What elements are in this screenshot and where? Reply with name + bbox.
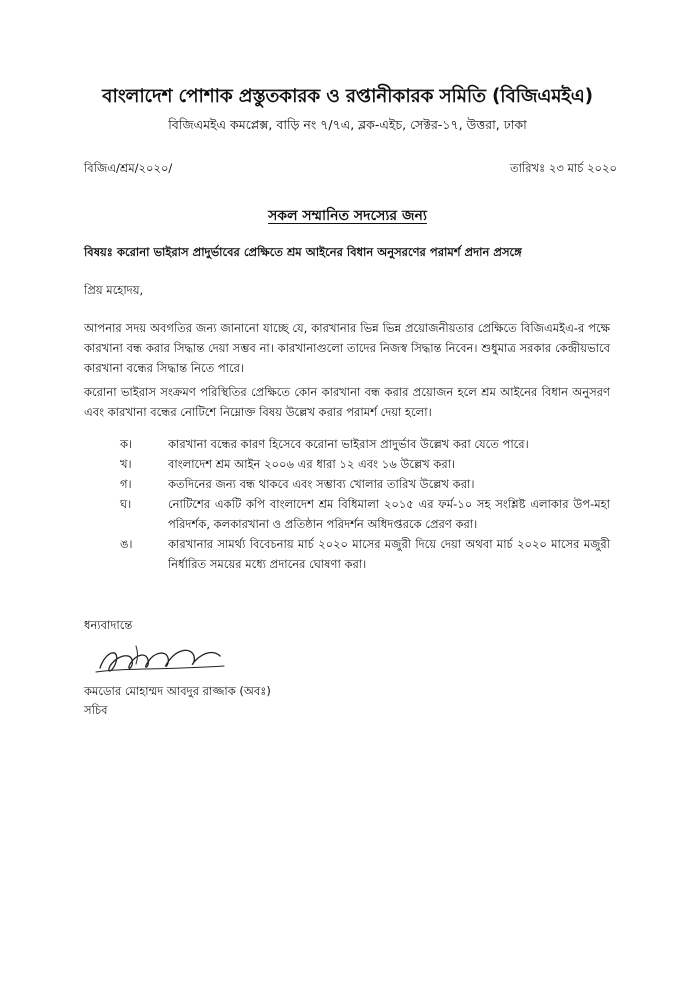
closing-phrase: ধন্যবাদান্তে bbox=[84, 618, 133, 632]
list-marker: ক। bbox=[120, 437, 133, 451]
list-marker: ঘ। bbox=[120, 497, 132, 511]
signer-name: কমডোর মোহাম্মদ আবদুর রাজ্জাক (অবঃ) bbox=[84, 684, 271, 698]
addressee-heading: সকল সম্মানিত সদস্যের জন্য bbox=[268, 208, 427, 224]
signer-designation: সচিব bbox=[84, 703, 108, 717]
handwritten-signature bbox=[92, 638, 242, 682]
list-item-text: বাংলাদেশ শ্রম আইন ২০০৬ এর ধারা ১২ এবং ১৬ উল্লেখ করা। bbox=[168, 457, 456, 471]
list-marker: খ। bbox=[120, 457, 132, 471]
reference-number: বিজিএ/শ্রম/২০২০/ bbox=[84, 161, 173, 175]
list-marker: ঙ। bbox=[120, 537, 133, 551]
list-item bbox=[120, 474, 610, 494]
organization-address: বিজিএমইএ কমপ্লেক্স, বাড়ি নং ৭/৭এ, ব্লক-এইচ, সেক্টর-১৭, উত্তরা, ঢাকা bbox=[168, 117, 527, 132]
body-paragraph: আপনার সদয় অবগতির জন্য জানানো যাচ্ছে যে, কারখানার ভিন্ন ভিন্ন প্রয়োজনীয়তার প্রেক্ষিতে বিজিএমইএ-র পক্ষে কারখানা বন্ধ করার সিদ্ধান্ত দেয়া সম্ভব না। কারখানাগুলো তাদের নিজস্ব সিদ্ধান্ত নিবেন। শুধুমাত্র সরকার কেন্দ্রীয়ভাবে কারখানা বন্ধের সিদ্ধান্ত নিতে পারে। bbox=[84, 321, 610, 375]
list-item-text: কারখানা বন্ধের কারণ হিসেবে করোনা ভাইরাস প্রাদুর্ভাব উল্লেখ করা যেতে পারে। bbox=[168, 437, 529, 451]
body-paragraph: করোনা ভাইরাস সংক্রমণ পরিস্থিতির প্রেক্ষিতে কোন কারখানা বন্ধ করার প্রয়োজন হলে শ্রম আইনের বিধান অনুসরণ এবং কারখানা বন্ধের নোটিশে নিম্নোক্ত বিষয় উল্লেখ করার পরামর্শ দেয়া হলো। bbox=[84, 385, 610, 419]
list-item-text: কতদিনের জন্য বন্ধ থাকবে এবং সম্ভাব্য খোলার তারিখ উল্লেখ করা। bbox=[168, 477, 475, 491]
list-item bbox=[120, 494, 610, 534]
list-item bbox=[120, 434, 610, 454]
salutation: প্রিয় মহোদয়, bbox=[84, 283, 144, 297]
organization-name: বাংলাদেশ পোশাক প্রস্তুতকারক ও রপ্তানীকারক সমিতি (বিজিএমইএ) bbox=[102, 86, 593, 107]
list-item-text: নোটিশের একটি কপি বাংলাদেশ শ্রম বিধিমালা ২০১৫ এর ফর্ম-১০ সহ সংশ্লিষ্ট এলাকার উপ-মহা পরিদর্শক, কলকারখানা ও প্রতিষ্ঠান পরিদর্শন অধিদপ্তরকে প্রেরণ করা। bbox=[168, 497, 610, 531]
list-item-text: কারখানার সামর্থ্য বিবেচনায় মার্চ ২০২০ মাসের মজুরী দিয়ে দেয়া অথবা মার্চ ২০২০ মাসের মজুরী নির্ধারিত সময়ের মধ্যে প্রদানের ঘোষণা করা। bbox=[168, 537, 610, 571]
list-item bbox=[120, 534, 610, 574]
instruction-list bbox=[120, 434, 610, 574]
subject-line: বিষয়ঃ করোনা ভাইরাস প্রাদুর্ভাবের প্রেক্ষিতে শ্রম আইনের বিধান অনুসরণের পরামর্শ প্রদান প্রসঙ্গে bbox=[84, 245, 522, 259]
list-item bbox=[120, 454, 610, 474]
letter-date: তারিখঃ ২৩ মার্চ ২০২০ bbox=[509, 161, 617, 175]
list-marker: গ। bbox=[120, 477, 132, 491]
